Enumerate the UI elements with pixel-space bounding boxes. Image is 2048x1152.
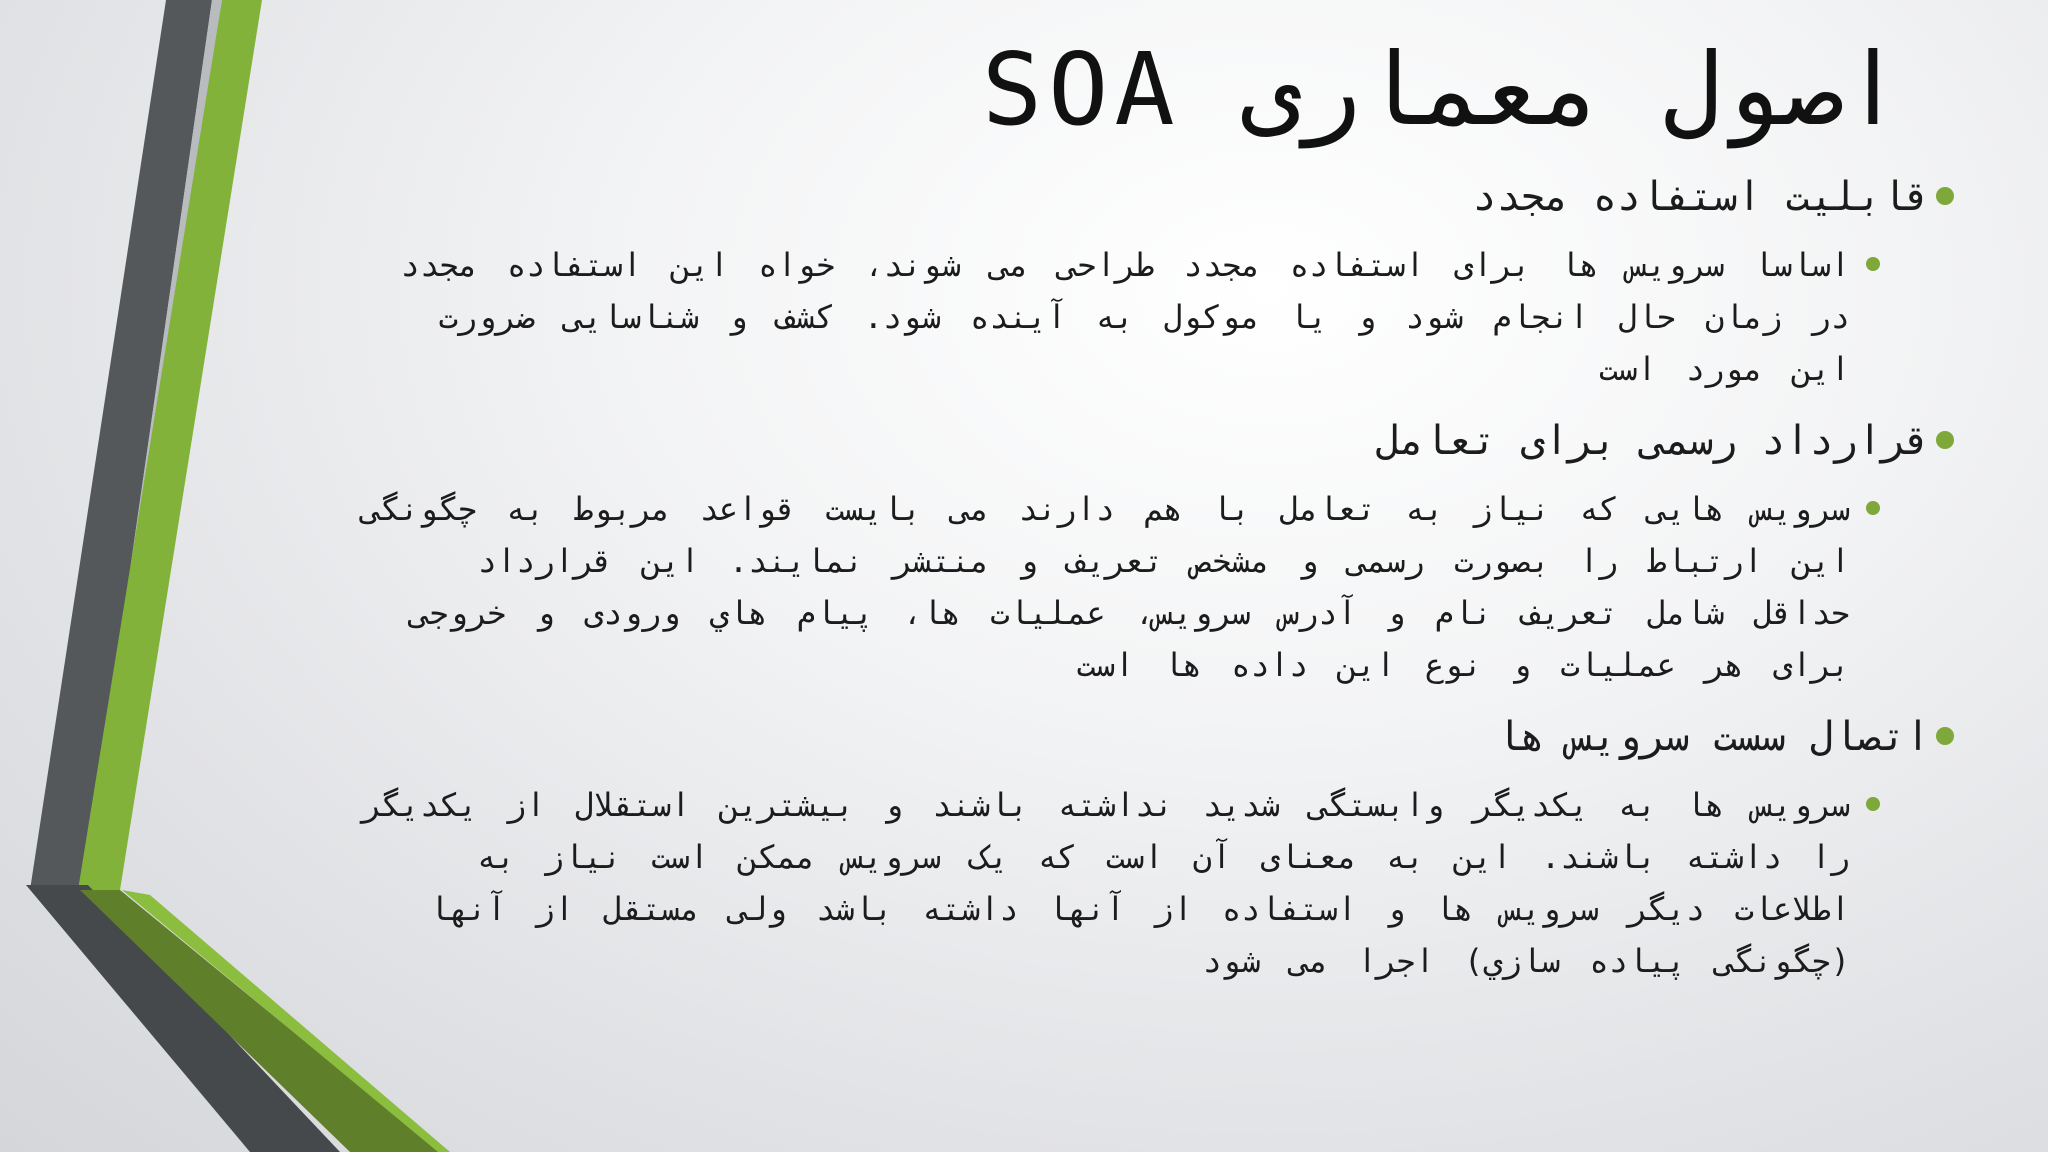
bullet-dot-icon	[1936, 431, 1954, 449]
point-loose-coupling	[210, 705, 1950, 987]
bullet-dot-icon	[1936, 187, 1954, 205]
slide-title: اصول معماری SOA	[981, 31, 1903, 148]
sub-point	[360, 239, 1850, 395]
sub-point	[360, 483, 1850, 691]
sub-point-text: سرویس ها به یکدیگر وابستگی شدید نداشته باشند و بیشترین استقلال از یکدیگر را داشته باشند. این به معنای آن است که یک سرویس ممکن است نیاز به اطلاعات دیگر سرویس ها و استفاده از آنها داشته باشد ولی مستقل از آنها (چگونگی پیاده سازي) اجرا می شود	[362, 786, 1850, 980]
sub-point-text: سرویس هایی که نیاز به تعامل با هم دارند می بایست قواعد مربوط به چگونگی این ارتباط را بصورت رسمی و مشخص تعریف و منتشر نمایند. این قرارداد حداقل شامل تعریف نام و آدرس سرویس، عملیات ها، پیام هاي ورودی و خروجی برای هر عملیات و نوع این داده ها است	[361, 490, 1850, 684]
point-heading-text: قابلیت استفاده مجدد	[1472, 174, 1930, 220]
point-heading-text: اتصال سست سرویس ها	[1496, 714, 1930, 760]
bullet-dot-icon	[1866, 257, 1880, 271]
point-heading	[210, 165, 1950, 229]
bullet-dot-icon	[1866, 501, 1880, 515]
point-heading	[210, 409, 1950, 473]
sub-point-text: اساسا سرویس ها برای استفاده مجدد طراحی می شوند، خواه این استفاده مجدد در زمان حال انجام شود و یا موکول به آینده شود. کشف و شناسایی ضرورت این مورد است	[400, 246, 1850, 388]
point-heading-text: قرارداد رسمی برای تعامل	[1376, 418, 1930, 464]
bullet-dot-icon	[1866, 797, 1880, 811]
content-list	[210, 165, 1950, 1001]
bullet-dot-icon	[1936, 727, 1954, 745]
point-heading	[210, 705, 1950, 769]
point-reusability	[210, 165, 1950, 395]
sub-point	[360, 779, 1850, 987]
point-formal-contract	[210, 409, 1950, 691]
